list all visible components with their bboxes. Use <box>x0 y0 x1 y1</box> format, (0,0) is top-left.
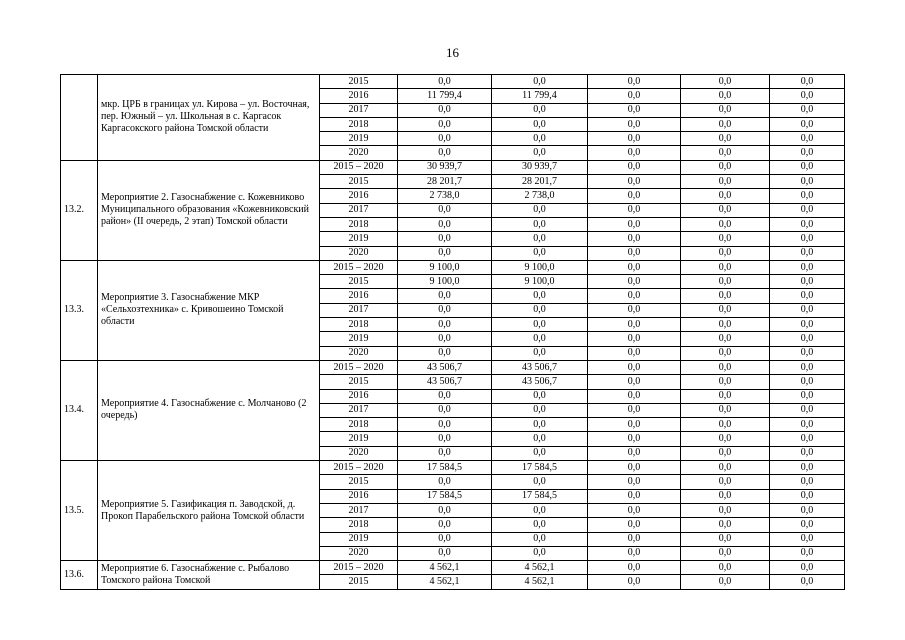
value-cell: 43 506,7 <box>492 375 588 389</box>
value-cell: 0,0 <box>398 503 492 517</box>
value-cell: 0,0 <box>770 389 845 403</box>
value-cell: 0,0 <box>681 475 770 489</box>
value-cell: 0,0 <box>588 117 681 131</box>
value-cell: 0,0 <box>681 346 770 360</box>
year-cell: 2017 <box>320 303 398 317</box>
year-cell: 2020 <box>320 346 398 360</box>
year-cell: 2020 <box>320 446 398 460</box>
year-cell: 2015 <box>320 275 398 289</box>
value-cell: 0,0 <box>398 403 492 417</box>
value-cell: 0,0 <box>770 532 845 546</box>
value-cell: 0,0 <box>398 546 492 560</box>
item-number: 13.2. <box>61 160 98 260</box>
value-cell: 0,0 <box>492 217 588 231</box>
value-cell: 4 562,1 <box>492 561 588 575</box>
value-cell: 0,0 <box>681 246 770 260</box>
value-cell: 0,0 <box>770 146 845 160</box>
value-cell: 0,0 <box>588 518 681 532</box>
value-cell: 9 100,0 <box>398 275 492 289</box>
value-cell: 0,0 <box>681 446 770 460</box>
value-cell: 0,0 <box>770 432 845 446</box>
value-cell: 0,0 <box>681 232 770 246</box>
value-cell: 17 584,5 <box>398 489 492 503</box>
value-cell: 0,0 <box>681 203 770 217</box>
value-cell: 0,0 <box>398 246 492 260</box>
value-cell: 0,0 <box>770 332 845 346</box>
value-cell: 4 562,1 <box>492 575 588 589</box>
item-name: мкр. ЦРБ в границах ул. Кирова – ул. Восточная, пер. Южный – ул. Школьная в с. Каргасок Каргасокского района Томской области <box>98 75 320 161</box>
value-cell: 0,0 <box>398 117 492 131</box>
value-cell: 0,0 <box>681 575 770 589</box>
value-cell: 0,0 <box>398 432 492 446</box>
value-cell: 43 506,7 <box>398 360 492 374</box>
value-cell: 0,0 <box>770 246 845 260</box>
value-cell: 0,0 <box>681 275 770 289</box>
value-cell: 0,0 <box>681 360 770 374</box>
value-cell: 0,0 <box>492 432 588 446</box>
year-cell: 2016 <box>320 189 398 203</box>
value-cell: 0,0 <box>588 132 681 146</box>
value-cell: 0,0 <box>681 289 770 303</box>
value-cell: 0,0 <box>681 160 770 174</box>
value-cell: 0,0 <box>681 318 770 332</box>
value-cell: 0,0 <box>398 303 492 317</box>
value-cell: 0,0 <box>770 232 845 246</box>
value-cell: 0,0 <box>398 518 492 532</box>
value-cell: 0,0 <box>492 446 588 460</box>
item-number: 13.6. <box>61 561 98 590</box>
value-cell: 0,0 <box>398 418 492 432</box>
value-cell: 0,0 <box>770 275 845 289</box>
value-cell: 17 584,5 <box>492 461 588 475</box>
value-cell: 2 738,0 <box>492 189 588 203</box>
value-cell: 0,0 <box>588 160 681 174</box>
year-cell: 2015 <box>320 175 398 189</box>
year-cell: 2016 <box>320 89 398 103</box>
value-cell: 0,0 <box>770 446 845 460</box>
value-cell: 0,0 <box>770 489 845 503</box>
year-cell: 2019 <box>320 332 398 346</box>
value-cell: 43 506,7 <box>492 360 588 374</box>
value-cell: 0,0 <box>681 432 770 446</box>
value-cell: 0,0 <box>398 75 492 89</box>
year-cell: 2015 <box>320 575 398 589</box>
value-cell: 0,0 <box>588 461 681 475</box>
value-cell: 0,0 <box>588 403 681 417</box>
value-cell: 0,0 <box>770 217 845 231</box>
year-cell: 2020 <box>320 546 398 560</box>
year-cell: 2017 <box>320 203 398 217</box>
value-cell: 0,0 <box>681 546 770 560</box>
year-cell: 2015 <box>320 375 398 389</box>
value-cell: 0,0 <box>492 403 588 417</box>
value-cell: 0,0 <box>588 418 681 432</box>
value-cell: 0,0 <box>681 403 770 417</box>
value-cell: 0,0 <box>588 432 681 446</box>
value-cell: 0,0 <box>681 375 770 389</box>
value-cell: 0,0 <box>588 175 681 189</box>
value-cell: 0,0 <box>681 117 770 131</box>
value-cell: 0,0 <box>492 246 588 260</box>
value-cell: 30 939,7 <box>398 160 492 174</box>
table-row <box>61 160 845 174</box>
value-cell: 0,0 <box>681 217 770 231</box>
value-cell: 0,0 <box>492 475 588 489</box>
value-cell: 0,0 <box>770 546 845 560</box>
value-cell: 0,0 <box>398 346 492 360</box>
value-cell: 0,0 <box>770 375 845 389</box>
value-cell: 0,0 <box>588 146 681 160</box>
value-cell: 0,0 <box>681 461 770 475</box>
value-cell: 0,0 <box>398 289 492 303</box>
value-cell: 9 100,0 <box>492 260 588 274</box>
value-cell: 0,0 <box>398 318 492 332</box>
value-cell: 0,0 <box>492 203 588 217</box>
value-cell: 0,0 <box>492 532 588 546</box>
value-cell: 0,0 <box>398 389 492 403</box>
value-cell: 0,0 <box>681 103 770 117</box>
value-cell: 2 738,0 <box>398 189 492 203</box>
item-number: 13.4. <box>61 360 98 460</box>
value-cell: 17 584,5 <box>492 489 588 503</box>
value-cell: 28 201,7 <box>398 175 492 189</box>
item-number: 13.5. <box>61 461 98 561</box>
value-cell: 0,0 <box>492 346 588 360</box>
value-cell: 0,0 <box>492 117 588 131</box>
year-cell: 2019 <box>320 132 398 146</box>
year-cell: 2019 <box>320 432 398 446</box>
year-cell: 2018 <box>320 318 398 332</box>
value-cell: 4 562,1 <box>398 561 492 575</box>
value-cell: 0,0 <box>681 518 770 532</box>
value-cell: 0,0 <box>770 75 845 89</box>
year-cell: 2020 <box>320 246 398 260</box>
value-cell: 0,0 <box>492 418 588 432</box>
value-cell: 0,0 <box>398 203 492 217</box>
table-row <box>61 360 845 374</box>
value-cell: 0,0 <box>492 546 588 560</box>
year-cell: 2016 <box>320 489 398 503</box>
value-cell: 0,0 <box>398 103 492 117</box>
value-cell: 0,0 <box>588 232 681 246</box>
value-cell: 0,0 <box>398 332 492 346</box>
year-cell: 2015 – 2020 <box>320 160 398 174</box>
value-cell: 0,0 <box>588 275 681 289</box>
value-cell: 0,0 <box>770 403 845 417</box>
value-cell: 9 100,0 <box>398 260 492 274</box>
value-cell: 0,0 <box>588 546 681 560</box>
value-cell: 0,0 <box>398 532 492 546</box>
year-cell: 2018 <box>320 217 398 231</box>
value-cell: 0,0 <box>492 318 588 332</box>
value-cell: 4 562,1 <box>398 575 492 589</box>
value-cell: 0,0 <box>770 518 845 532</box>
item-name: Мероприятие 6. Газоснабжение с. Рыбалово Томского района Томской <box>98 561 320 590</box>
value-cell: 0,0 <box>588 446 681 460</box>
value-cell: 0,0 <box>770 318 845 332</box>
value-cell: 0,0 <box>770 189 845 203</box>
page-number: 16 <box>446 45 459 60</box>
value-cell: 0,0 <box>770 575 845 589</box>
value-cell: 0,0 <box>770 303 845 317</box>
value-cell: 28 201,7 <box>492 175 588 189</box>
year-cell: 2017 <box>320 103 398 117</box>
value-cell: 0,0 <box>398 475 492 489</box>
value-cell: 0,0 <box>770 260 845 274</box>
year-cell: 2018 <box>320 518 398 532</box>
year-cell: 2019 <box>320 532 398 546</box>
year-cell: 2015 <box>320 475 398 489</box>
value-cell: 0,0 <box>681 418 770 432</box>
value-cell: 0,0 <box>398 217 492 231</box>
value-cell: 0,0 <box>588 203 681 217</box>
value-cell: 0,0 <box>770 289 845 303</box>
item-name: Мероприятие 3. Газоснабжение МКР «Сельхозтехника» с. Кривошеино Томской области <box>98 260 320 360</box>
value-cell: 0,0 <box>588 103 681 117</box>
table-row <box>61 561 845 575</box>
value-cell: 30 939,7 <box>492 160 588 174</box>
value-cell: 0,0 <box>588 75 681 89</box>
value-cell: 0,0 <box>588 318 681 332</box>
year-cell: 2015 – 2020 <box>320 561 398 575</box>
value-cell: 0,0 <box>770 461 845 475</box>
value-cell: 0,0 <box>681 175 770 189</box>
value-cell: 0,0 <box>770 117 845 131</box>
table-row <box>61 260 845 274</box>
value-cell: 0,0 <box>492 503 588 517</box>
value-cell: 0,0 <box>492 146 588 160</box>
value-cell: 0,0 <box>681 260 770 274</box>
value-cell: 0,0 <box>588 532 681 546</box>
value-cell: 0,0 <box>398 132 492 146</box>
item-name: Мероприятие 5. Газификация п. Заводской, д. Прокоп Парабельского района Томской области <box>98 461 320 561</box>
value-cell: 0,0 <box>588 246 681 260</box>
value-cell: 0,0 <box>588 475 681 489</box>
value-cell: 0,0 <box>588 189 681 203</box>
value-cell: 11 799,4 <box>492 89 588 103</box>
value-cell: 0,0 <box>492 332 588 346</box>
value-cell: 0,0 <box>588 346 681 360</box>
value-cell: 0,0 <box>492 75 588 89</box>
year-cell: 2015 – 2020 <box>320 260 398 274</box>
table-row <box>61 461 845 475</box>
value-cell: 0,0 <box>492 103 588 117</box>
value-cell: 0,0 <box>770 89 845 103</box>
item-number <box>61 75 98 161</box>
item-number: 13.3. <box>61 260 98 360</box>
value-cell: 43 506,7 <box>398 375 492 389</box>
value-cell: 9 100,0 <box>492 275 588 289</box>
value-cell: 0,0 <box>398 446 492 460</box>
item-name: Мероприятие 2. Газоснабжение с. Кожевниково Муниципального образования «Кожевниковский район» (II очередь, 2 этап) Томской области <box>98 160 320 260</box>
value-cell: 0,0 <box>681 132 770 146</box>
value-cell: 0,0 <box>588 503 681 517</box>
value-cell: 0,0 <box>588 360 681 374</box>
value-cell: 0,0 <box>681 503 770 517</box>
year-cell: 2018 <box>320 117 398 131</box>
value-cell: 0,0 <box>492 132 588 146</box>
table-row <box>61 75 845 89</box>
value-cell: 0,0 <box>770 475 845 489</box>
year-cell: 2017 <box>320 403 398 417</box>
value-cell: 0,0 <box>770 203 845 217</box>
year-cell: 2016 <box>320 389 398 403</box>
value-cell: 0,0 <box>770 346 845 360</box>
value-cell: 0,0 <box>681 75 770 89</box>
value-cell: 0,0 <box>770 360 845 374</box>
value-cell: 0,0 <box>398 232 492 246</box>
value-cell: 0,0 <box>492 518 588 532</box>
value-cell: 0,0 <box>588 332 681 346</box>
value-cell: 0,0 <box>681 146 770 160</box>
value-cell: 0,0 <box>681 332 770 346</box>
value-cell: 11 799,4 <box>398 89 492 103</box>
value-cell: 0,0 <box>588 303 681 317</box>
value-cell: 0,0 <box>770 175 845 189</box>
value-cell: 0,0 <box>588 389 681 403</box>
year-cell: 2015 – 2020 <box>320 360 398 374</box>
year-cell: 2020 <box>320 146 398 160</box>
year-cell: 2015 <box>320 75 398 89</box>
value-cell: 0,0 <box>492 389 588 403</box>
table-body <box>61 75 845 590</box>
value-cell: 0,0 <box>770 561 845 575</box>
budget-table <box>60 74 845 590</box>
value-cell: 0,0 <box>681 532 770 546</box>
value-cell: 0,0 <box>588 217 681 231</box>
year-cell: 2016 <box>320 289 398 303</box>
value-cell: 0,0 <box>588 561 681 575</box>
value-cell: 0,0 <box>681 89 770 103</box>
value-cell: 0,0 <box>681 489 770 503</box>
value-cell: 0,0 <box>492 289 588 303</box>
value-cell: 0,0 <box>588 89 681 103</box>
value-cell: 0,0 <box>770 160 845 174</box>
value-cell: 0,0 <box>398 146 492 160</box>
year-cell: 2017 <box>320 503 398 517</box>
year-cell: 2019 <box>320 232 398 246</box>
value-cell: 0,0 <box>588 289 681 303</box>
value-cell: 0,0 <box>588 575 681 589</box>
value-cell: 0,0 <box>770 103 845 117</box>
value-cell: 0,0 <box>588 260 681 274</box>
value-cell: 0,0 <box>770 503 845 517</box>
value-cell: 0,0 <box>681 303 770 317</box>
value-cell: 17 584,5 <box>398 461 492 475</box>
value-cell: 0,0 <box>588 489 681 503</box>
value-cell: 0,0 <box>681 389 770 403</box>
value-cell: 0,0 <box>492 232 588 246</box>
value-cell: 0,0 <box>681 561 770 575</box>
item-name: Мероприятие 4. Газоснабжение с. Молчаново (2 очередь) <box>98 360 320 460</box>
value-cell: 0,0 <box>492 303 588 317</box>
year-cell: 2018 <box>320 418 398 432</box>
value-cell: 0,0 <box>681 189 770 203</box>
value-cell: 0,0 <box>770 418 845 432</box>
value-cell: 0,0 <box>588 375 681 389</box>
year-cell: 2015 – 2020 <box>320 461 398 475</box>
value-cell: 0,0 <box>770 132 845 146</box>
